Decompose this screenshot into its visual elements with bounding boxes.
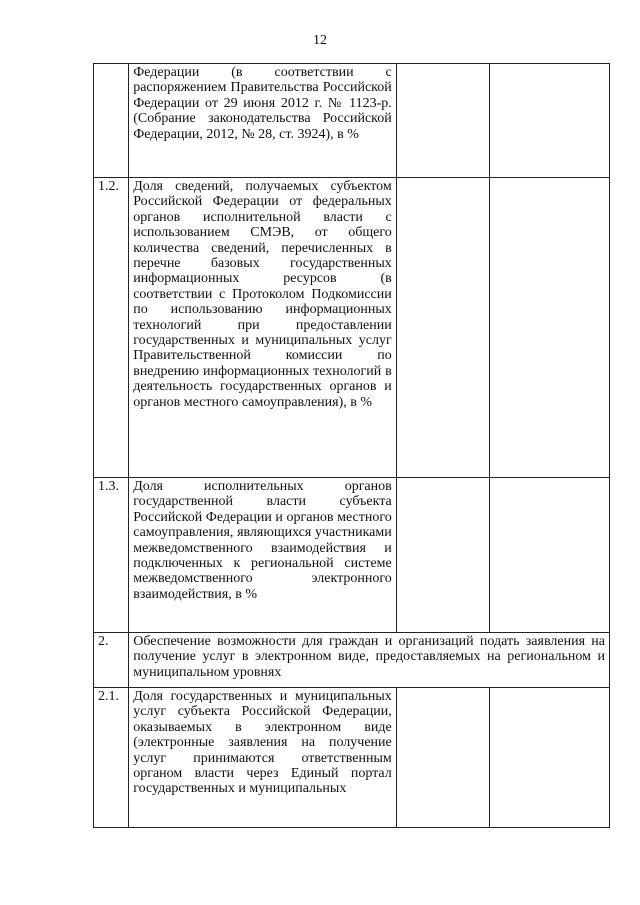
empty-cell (396, 478, 490, 633)
indicators-table (93, 63, 610, 828)
row-number (94, 64, 129, 178)
table-row (94, 178, 610, 478)
empty-cell (490, 688, 610, 828)
empty-cell (396, 688, 490, 828)
table-row (94, 633, 610, 688)
row-number: 1.2. (94, 178, 129, 478)
row-description: Доля исполнительных органов государственной власти субъекта Российской Федерации и органов местного самоуправления, являющихся участниками межведомственного взаимодействия и подключенных к региональной системе межведомственного электронного взаимодействия, в % (129, 478, 397, 633)
table-row (94, 64, 610, 178)
row-number: 1.3. (94, 478, 129, 633)
row-description: Доля государственных и муниципальных услуг субъекта Российской Федерации, оказываемых в электронном виде (электронные заявления на получение услуг принимаются ответственным органом власти через Единый портал государственных и муниципальных (129, 688, 397, 828)
empty-cell (396, 64, 490, 178)
table-row (94, 478, 610, 633)
empty-cell (490, 178, 610, 478)
row-description: Обеспечение возможности для граждан и организаций подать заявления на получение услуг в электронном виде, предоставляемых на региональном и муниципальном уровнях (129, 633, 610, 688)
row-description: Федерации (в соответствии с распоряжением Правительства Российской Федерации от 29 июня 2012 г. № 1123-р. (Собрание законодательства Российской Федерации, 2012, № 28, ст. 3924), в % (129, 64, 397, 178)
empty-cell (490, 64, 610, 178)
row-number: 2.1. (94, 688, 129, 828)
empty-cell (490, 478, 610, 633)
table-row (94, 688, 610, 828)
row-number: 2. (94, 633, 129, 688)
page-number: 12 (313, 33, 327, 48)
empty-cell (396, 178, 490, 478)
row-description: Доля сведений, получаемых субъектом Российской Федерации от федеральных органов исполнительной власти с использованием СМЭВ, от общего количества сведений, перечисленных в перечне базовых государственных информационных ресурсов (в соответствии с Протоколом Подкомиссии по использованию информационных технологий при предоставлении государственных и муниципальных услуг Правительственной комиссии по внедрению информационных технологий в деятельность государственных органов и органов местного самоуправления), в % (129, 178, 397, 478)
